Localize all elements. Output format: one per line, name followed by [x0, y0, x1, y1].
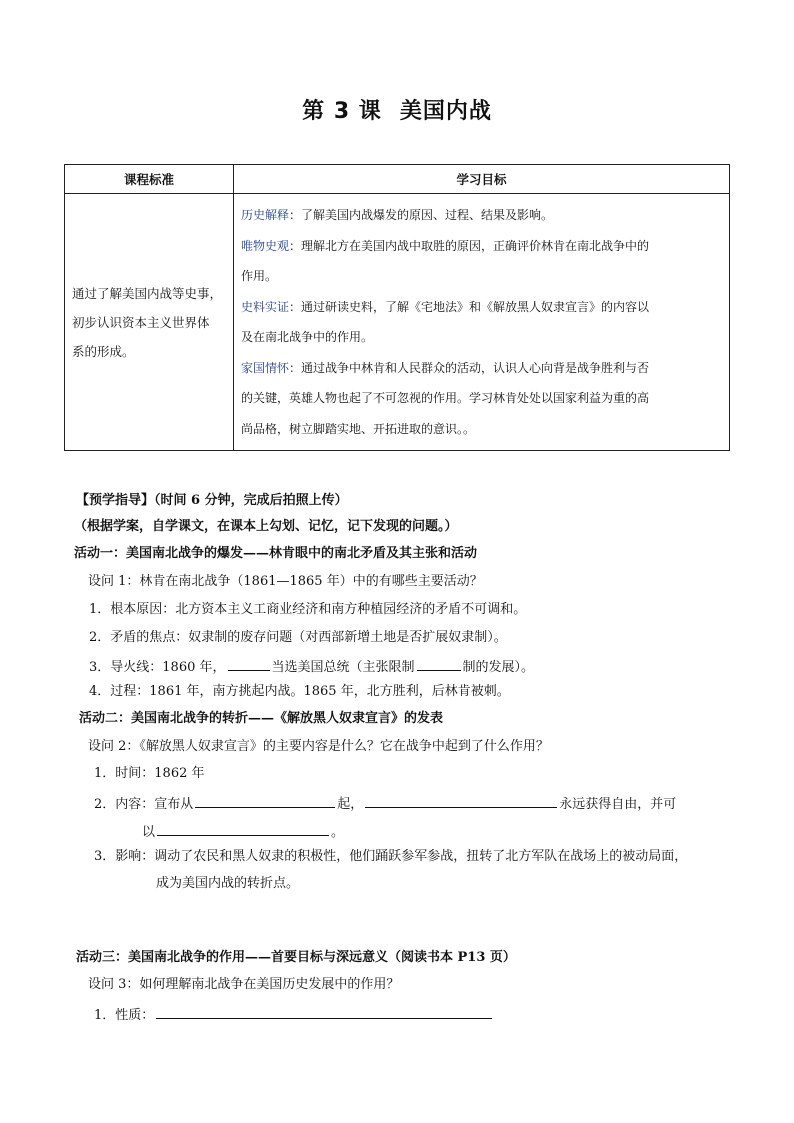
objective-keyword: 唯物史观 — [241, 238, 290, 253]
item3-prefix: 3．导火线：1860 年， — [89, 660, 226, 675]
objective-line — [241, 353, 723, 384]
activity2-item2-cont — [142, 821, 344, 842]
objective-line: 尚品格，树立脚踏实地、开拓进取的意识。。 — [241, 421, 476, 436]
header-curriculum-standard: 课程标准 — [65, 165, 234, 194]
activity2-item2 — [94, 793, 676, 814]
goals-table — [64, 164, 730, 451]
answer-blank[interactable] — [156, 1004, 492, 1019]
activity2-item3: 3．影响：调动了农民和黑人奴隶的积极性，他们踊跃参军参战，扭转了北方军队在战场上的被动局面， — [94, 849, 688, 864]
item2-cont-suffix: 。 — [331, 825, 345, 840]
objective-keyword: 历史解释 — [241, 208, 290, 222]
standard-line: 系的形成。 — [72, 343, 135, 359]
activity2-question: 设问 2：《解放黑人奴隶宣言》的主要内容是什么？它在战争中起到了什么作用？ — [88, 739, 549, 754]
item3-middle: 当选美国总统（主张限制 — [271, 660, 415, 675]
objective-line: 及在南北战争中的作用。 — [241, 330, 374, 344]
preview-heading: 【预学指导】（时间 6 分钟，完成后拍照上传） — [76, 493, 348, 508]
goals-table-header-row — [65, 165, 730, 194]
item1-label: 1．性质： — [94, 1008, 155, 1023]
lesson-number: 第 3 课 — [302, 99, 382, 124]
standard-line: 初步认识资本主义世界体 — [72, 314, 210, 330]
curriculum-standard-cell — [65, 194, 234, 451]
activity3-item1 — [94, 1004, 494, 1025]
page-title — [0, 94, 794, 125]
objective-line: 作用。 — [241, 269, 278, 283]
activity1-item3 — [89, 656, 534, 677]
activity3-question: 设问 3：如何理解南北战争在美国历史发展中的作用？ — [88, 977, 400, 992]
standard-line: 通过了解美国内战等史事， — [72, 285, 223, 301]
activity1-item4: 4．过程：1861 年，南方挑起内战。1865 年，北方胜利，后林肯被刺。 — [89, 684, 510, 699]
activity2-title: 活动二：美国南北战争的转折——《解放黑人奴隶宣言》的发表 — [79, 711, 444, 726]
objective-line — [241, 292, 723, 323]
goals-table-body-row — [65, 194, 730, 451]
objective-line — [241, 231, 723, 262]
header-learning-objectives: 学习目标 — [234, 165, 730, 194]
answer-blank[interactable] — [195, 793, 335, 808]
preview-instruction: （根据学案，自学课文，在课本上勾划、记忆，记下发现的问题。） — [74, 519, 458, 534]
item2-cont-prefix: 以 — [142, 825, 156, 840]
objective-line — [241, 200, 723, 231]
item2-middle: 起， — [337, 797, 364, 812]
objective-text: ：理解北方在美国内战中取胜的原因，正确评价林肯在南北战争中的 — [289, 238, 650, 253]
item2-suffix: 永远获得自由，并可 — [559, 797, 677, 812]
objective-line: 的关键，英雄人物也起了不可忽视的作用。学习林肯处处以国家利益为重的高 — [241, 391, 650, 405]
answer-blank[interactable] — [365, 793, 557, 808]
activity3-title: 活动三：美国南北战争的作用——首要目标与深远意义（阅读书本 P13 页） — [76, 950, 516, 965]
objective-keyword: 家国情怀 — [241, 360, 290, 375]
activity2-item3-cont: 成为美国内战的转折点。 — [156, 876, 300, 891]
answer-blank[interactable] — [417, 656, 461, 671]
answer-blank[interactable] — [228, 656, 270, 671]
objective-text: ：通过战争中林肯和人民群众的活动，认识人心向背是战争胜利与否 — [289, 360, 650, 375]
activity1-item1: 1．根本原因：北方资本主义工商业经济和南方种植园经济的矛盾不可调和。 — [89, 602, 527, 617]
objective-keyword: 史料实证 — [241, 299, 290, 314]
activity1-item2: 2．矛盾的焦点：奴隶制的废存问题（对西部新增土地是否扩展奴隶制）。 — [89, 630, 507, 645]
item3-suffix: 制的发展）。 — [462, 660, 535, 675]
activity1-question: 设问 1：林肯在南北战争（1861—1865 年）中的有哪些主要活动？ — [88, 574, 483, 589]
answer-blank[interactable] — [157, 821, 329, 836]
activity1-title: 活动一：美国南北战争的爆发——林肯眼中的南北矛盾及其主张和活动 — [74, 546, 478, 561]
item2-prefix: 2．内容：宣布从 — [94, 797, 194, 812]
learning-objectives-cell — [234, 194, 730, 451]
objective-text: ：了解美国内战爆发的原因、过程、结果及影响。 — [289, 208, 554, 222]
lesson-name: 美国内战 — [399, 99, 492, 124]
objective-text: ：通过研读史料，了解《宅地法》和《解放黑人奴隶宣言》的内容以 — [289, 299, 650, 314]
activity2-item1: 1．时间：1862 年 — [94, 766, 205, 781]
